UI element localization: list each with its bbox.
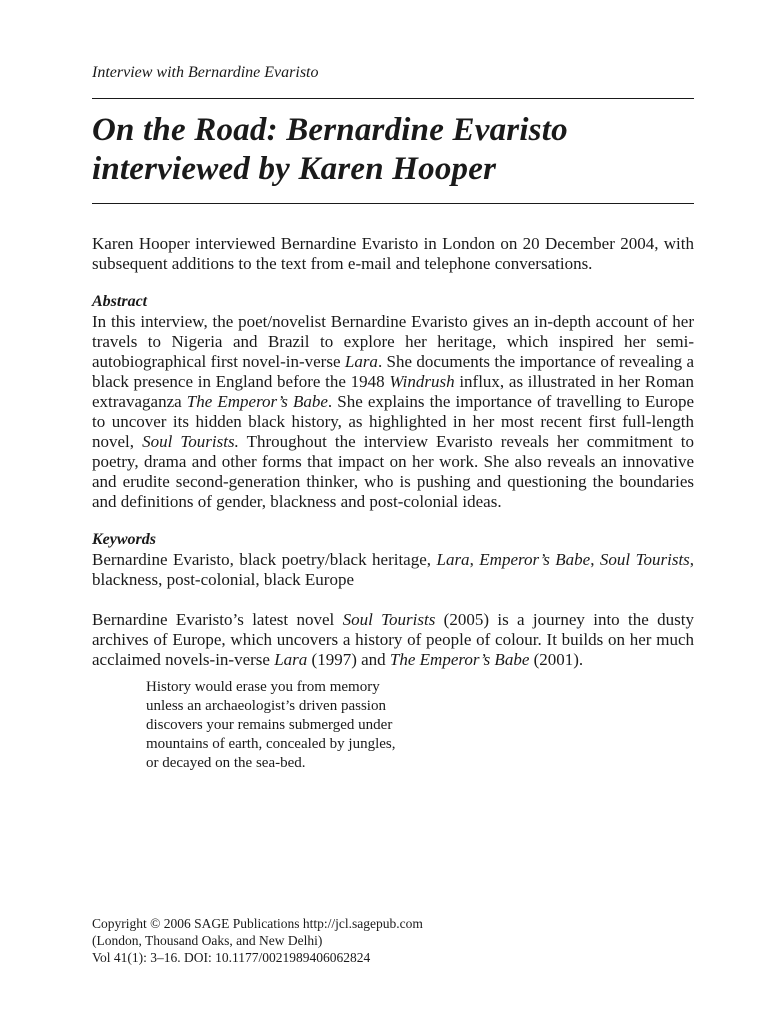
abstract-text-5: Throughout the interview Evaristo reveals her commitment to poetry, drama and other forms that impact on her work. She also reveals an innovative and erudite second-generation thinker, who is pushing and questioning the boundaries and definitions of gender, blackness and post-colonial ideas. (92, 432, 694, 511)
keywords-sep-2: , (590, 550, 600, 569)
abstract-title-windrush: Windrush (389, 372, 455, 391)
intro-paragraph: Karen Hooper interviewed Bernardine Evaristo in London on 20 December 2004, with subsequent additions to the text from e-mail and telephone conversations. (92, 234, 694, 273)
publisher-locations: (London, Thousand Oaks, and New Delhi) (92, 933, 323, 948)
header-rule-bottom (92, 203, 694, 204)
article-title (92, 111, 694, 189)
abstract-text-1: In this interview, the poet/novelist Bernardine Evaristo gives an in-depth account of her travels to Nigeria and Brazil to explore her heritage, which inspired her semi-autobiographical first novel-in-verse (92, 312, 694, 371)
running-head: Interview with Bernardine Evaristo (92, 64, 319, 81)
lead-paragraph (92, 610, 694, 670)
volume-doi: Vol 41(1): 3–16. DOI: 10.1177/0021989406062824 (92, 950, 371, 965)
copyright-line: Copyright © 2006 SAGE Publications http://jcl.sagepub.com (92, 916, 423, 931)
keywords-heading: Keywords (92, 531, 156, 548)
abstract-title-emperors-babe: The Emperor’s Babe (186, 392, 328, 411)
lead-title-emperors-babe: The Emperor’s Babe (389, 650, 530, 669)
abstract-text-4: . She explains the importance of travelling to Europe to uncover its hidden black history, as highlighted in her most recent first full-length novel, (92, 392, 694, 451)
abstract-text-2: . She documents the importance of revealing a black presence in England before the 1948 (92, 352, 694, 391)
keywords-text-1: Bernardine Evaristo, black poetry/black heritage, (92, 550, 437, 569)
abstract-title-soul-tourists: Soul Tourists. (142, 432, 239, 451)
lead-text-3: (1997) and (307, 650, 390, 669)
lead-text-1: Bernardine Evaristo’s latest novel (92, 610, 343, 629)
title-line-2: interviewed by Karen Hooper (92, 151, 497, 187)
keywords-paragraph (92, 550, 694, 590)
lead-text-4: (2001). (529, 650, 584, 669)
keyword-lara: Lara (436, 550, 470, 569)
header-rule-top (92, 98, 694, 99)
keyword-soul-tourists: Soul Tourists (599, 550, 690, 569)
abstract-title-lara: Lara (344, 352, 378, 371)
title-line-1: On the Road: Bernardine Evaristo (92, 112, 568, 148)
abstract-text-3: influx, as illustrated in her Roman extravaganza (92, 372, 694, 411)
copyright-footer (92, 915, 423, 966)
lead-text-2: (2005) is a journey into the dusty archives of Europe, which uncovers a history of people of colour. It builds on her much acclaimed novels-in-verse (92, 610, 694, 669)
verse-quotation: History would erase you from memory unless an archaeologist’s driven passion discovers your remains submerged under mountains of earth, concealed by jungles, or decayed on the sea-bed. (146, 679, 396, 771)
keywords-sep-1: , (469, 550, 480, 569)
keyword-emperors-babe: Emperor’s Babe (479, 550, 591, 569)
lead-title-soul-tourists: Soul Tourists (342, 610, 436, 629)
keywords-text-2: , blackness, post-colonial, black Europe (92, 550, 695, 589)
abstract-paragraph (92, 312, 694, 512)
article-page (92, 62, 694, 773)
lead-title-lara: Lara (274, 650, 308, 669)
abstract-heading: Abstract (92, 293, 148, 310)
